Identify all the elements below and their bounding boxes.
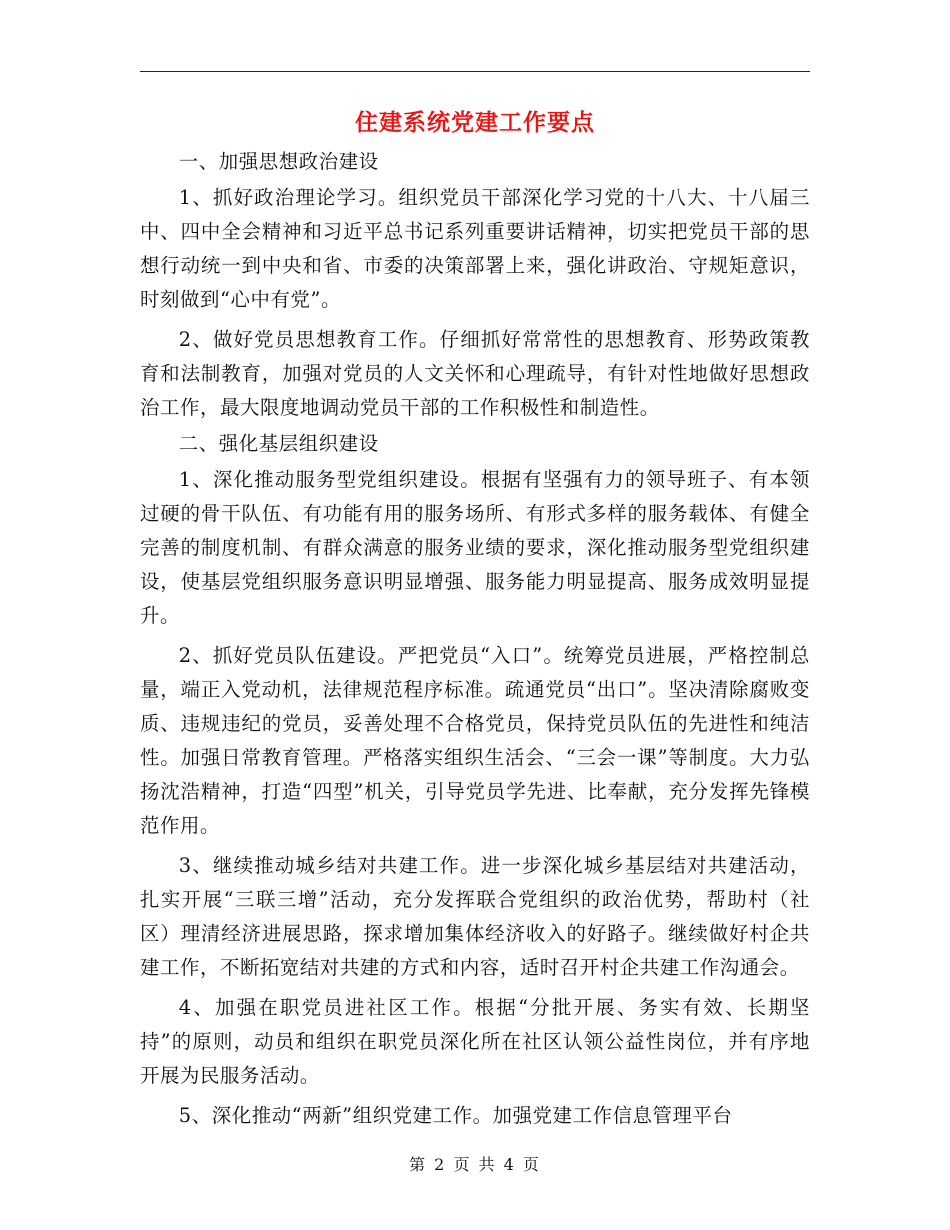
paragraph-2-1: 1、深化推动服务型党组织建设。根据有坚强有力的领导班子、有本领过硬的骨干队伍、有功能有用的服务场所、有形式多样的服务载体、有健全完善的制度机制、有群众满意的服务业绩的要求，深化推动服务型党组织建设，使基层党组织服务意识明显增强、服务能力明显提高、服务成效明显提升。	[140, 468, 810, 627]
paragraph-2-3: 3、继续推动城乡结对共建工作。进一步深化城乡基层结对共建活动，扎实开展“三联三增”活动，充分发挥联合党组织的政治优势，帮助村（社区）理清经济进展思路，探求增加集体经济收入的好路子。继续做好村企共建工作，不断拓宽结对共建的方式和内容，适时召开村企共建工作沟通会。	[140, 854, 810, 979]
paragraph-1-2: 2、做好党员思想教育工作。仔细抓好常常性的思想教育、形势政策教育和法制教育，加强对党员的人文关怀和心理疏导，有针对性地做好思想政治工作，最大限度地调动党员干部的工作积极性和制造性。	[140, 328, 810, 419]
page-number: 第 2 页 共 4 页	[409, 1155, 541, 1174]
paragraph-2-5: 5、深化推动“两新”组织党建工作。加强党建工作信息管理平台	[178, 1104, 733, 1127]
paragraph-2-4: 4、加强在职党员进社区工作。根据“分批开展、务实有效、长期坚持”的原则，动员和组织在职党员深化所在社区认领公益性岗位，并有序地开展为民服务活动。	[140, 996, 810, 1087]
section-heading-1: 一、加强思想政治建设	[178, 150, 379, 173]
paragraph-2-2: 2、抓好党员队伍建设。严把党员“入口”。统筹党员进展，严格控制总量，端正入党动机，法律规范程序标准。疏通党员“出口”。坚决清除腐败变质、违规违纪的党员，妥善处理不合格党员，保持党员队伍的先进性和纯洁性。加强日常教育管理。严格落实组织生活会、“三会一课”等制度。大力弘扬沈浩精神，打造“四型”机关，引导党员学先进、比奉献，充分发挥先锋模范作用。	[140, 644, 810, 837]
document-title: 住建系统党建工作要点	[355, 110, 595, 136]
header-rule	[140, 71, 810, 72]
document-body	[140, 145, 810, 1133]
paragraph-1-1: 1、抓好政治理论学习。组织党员干部深化学习党的十八大、十八届三中、四中全会精神和习近平总书记系列重要讲话精神，切实把党员干部的思想行动统一到中央和省、市委的决策部署上来，强化讲政治、守规矩意识，时刻做到“心中有党”。	[140, 186, 810, 311]
section-heading-2: 二、强化基层组织建设	[178, 432, 379, 455]
